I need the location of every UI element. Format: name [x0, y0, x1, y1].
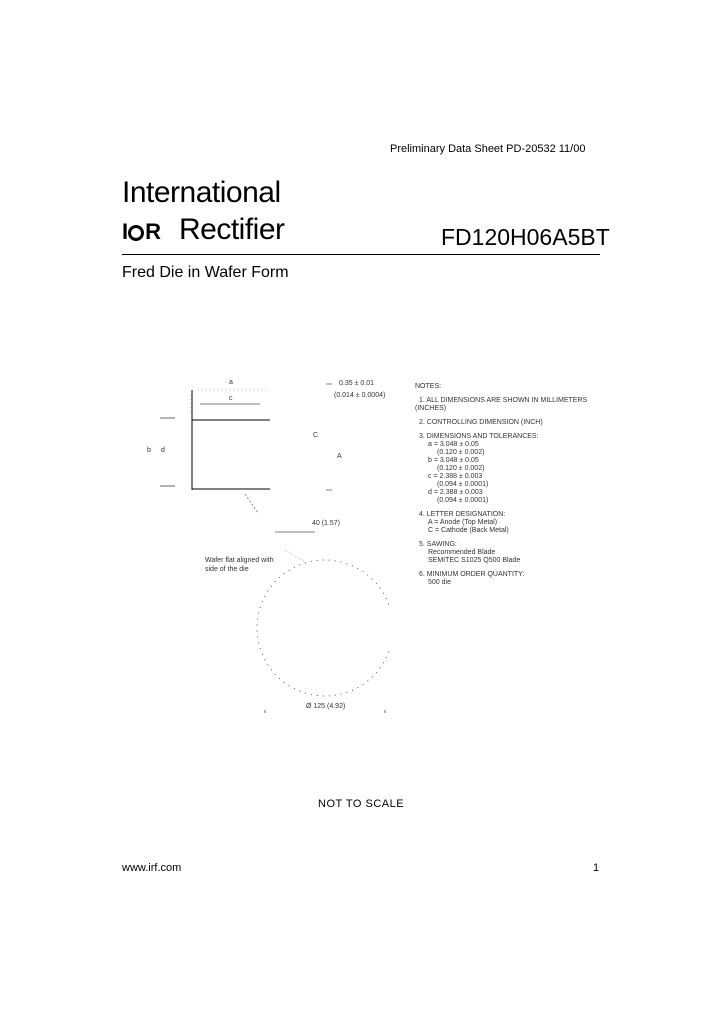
- letter-anode: A: [337, 453, 342, 460]
- notes-block: [415, 383, 587, 587]
- note-3-a-in: (0.120 ± 0.002): [437, 449, 485, 456]
- note-2: 2. CONTROLLING DIMENSION (INCH): [419, 419, 543, 426]
- note-3-b: b = 3.048 ± 0.05: [428, 457, 479, 464]
- die-wafer-diagram: [140, 370, 390, 720]
- note-3-d: d = 2.388 ± 0.003: [428, 489, 483, 496]
- note-3-d-in: (0.094 ± 0.0001): [437, 497, 489, 504]
- wafer-outline: [257, 560, 390, 696]
- thickness-mm: 0.35 ± 0.01: [339, 380, 374, 387]
- page-subtitle: Fred Die in Wafer Form: [122, 264, 289, 281]
- note-3: 3. DIMENSIONS AND TOLERANCES:: [419, 433, 539, 440]
- footer-url-link[interactable]: www.irf.com: [122, 862, 182, 874]
- scale-note: NOT TO SCALE: [318, 798, 405, 810]
- note-6-qty: 500 die: [428, 579, 451, 586]
- note-5: 5. SAWING:: [419, 541, 457, 548]
- dim-label-a: a: [229, 379, 233, 386]
- note-6: 6. MINIMUM ORDER QUANTITY:: [419, 571, 525, 578]
- page-number: 1: [593, 862, 600, 874]
- header-divider: [122, 254, 600, 255]
- dim-label-c: c: [229, 395, 233, 402]
- wafer-diameter: Ø 125 (4.92): [306, 703, 346, 710]
- note-3-c: c = 2.388 ± 0.003: [428, 473, 483, 480]
- flat-note-line1: Wafer flat aligned with: [205, 557, 274, 564]
- note-4: 4. LETTER DESIGNATION:: [419, 511, 506, 518]
- detail-leader: [245, 494, 258, 513]
- note-1-inches: (INCHES): [415, 405, 447, 412]
- note-3-a: a = 3.048 ± 0.05: [428, 441, 479, 448]
- thickness-in: (0.014 ± 0.0004): [334, 392, 386, 399]
- flat-leader: [285, 550, 305, 562]
- note-5-blade: Recommended Blade: [428, 549, 496, 556]
- logo-international: International: [122, 176, 281, 209]
- flat-dimension: 40 (1.57): [312, 520, 341, 527]
- flat-note-line2: side of the die: [205, 566, 249, 573]
- note-1: 1. ALL DIMENSIONS ARE SHOWN IN MILLIMETERS: [419, 397, 588, 404]
- dim-label-d: d: [161, 447, 165, 454]
- note-3-c-in: (0.094 ± 0.0001): [437, 481, 489, 488]
- note-4-anode: A = Anode (Top Metal): [428, 519, 498, 526]
- part-number: FD120H06A5BT: [441, 224, 610, 250]
- letter-cathode: C: [313, 432, 319, 439]
- logo-rectifier-text: Rectifier: [179, 213, 285, 246]
- ior-circle-icon: [128, 225, 144, 241]
- note-4-cathode: C = Cathode (Back Metal): [428, 527, 509, 534]
- notes-title: NOTES:: [415, 383, 442, 390]
- document-header-info: Preliminary Data Sheet PD-20532 11/00: [390, 143, 586, 155]
- ior-logo-mark: I R: [122, 219, 161, 244]
- note-3-b-in: (0.120 ± 0.002): [437, 465, 485, 472]
- note-5-blade-model: SEMITEC S1025 Q500 Blade: [428, 557, 521, 564]
- dim-label-b: b: [147, 447, 151, 454]
